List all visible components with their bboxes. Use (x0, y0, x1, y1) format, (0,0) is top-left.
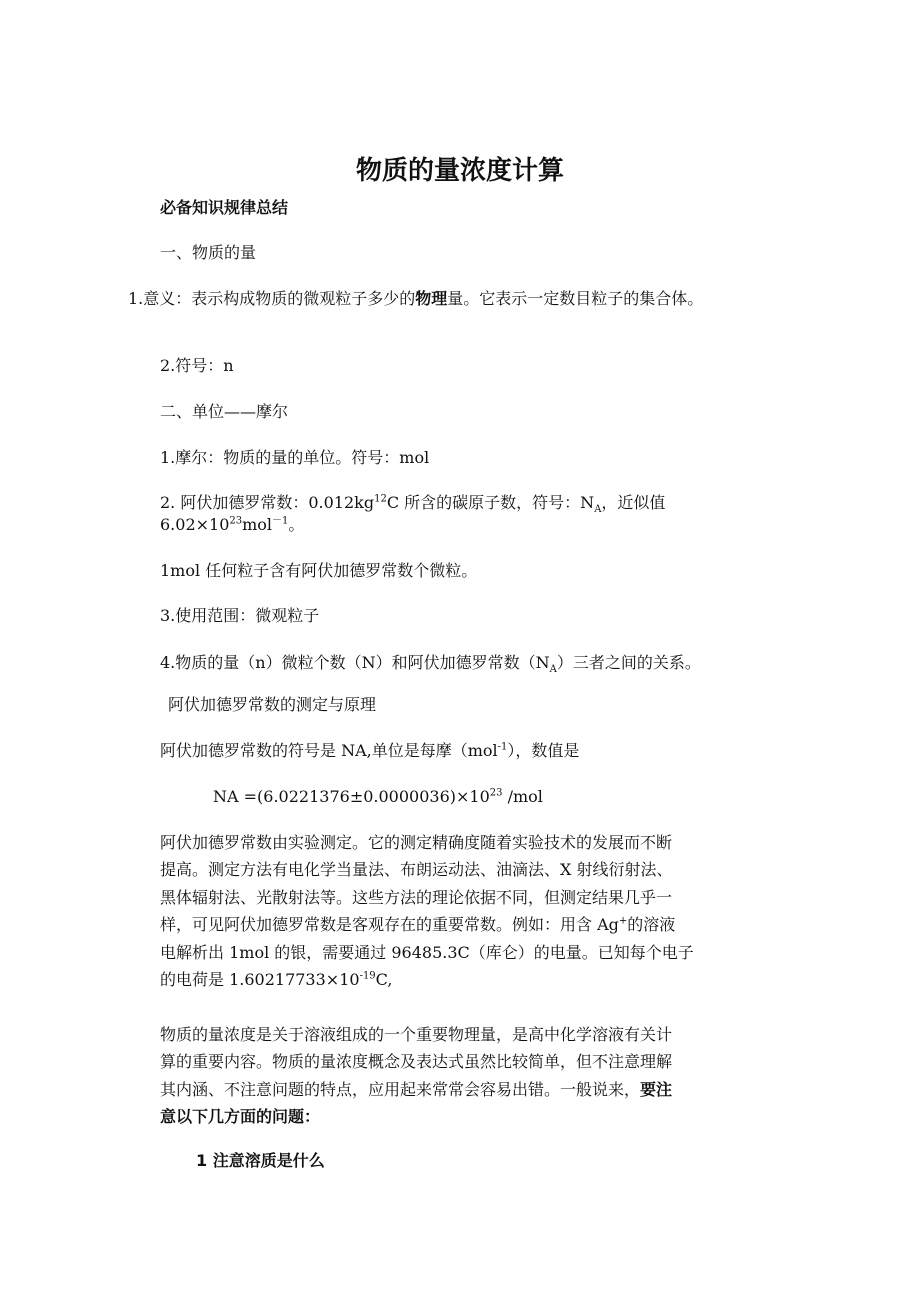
text: 的溶液 (627, 915, 676, 934)
item-2-1: 1.摩尔：物质的量的单位。符号：mol (160, 448, 430, 467)
superscript: -1 (497, 741, 508, 753)
text: ，近似值 (601, 493, 666, 512)
subscript: A (549, 664, 557, 676)
concentration-paragraph-line: 算的重要内容。物质的量浓度概念及表达式虽然比较简单，但不注意理解 (160, 1052, 673, 1071)
subscript: A (594, 504, 602, 516)
text: 6.02×10 (160, 515, 230, 534)
item-2-4 (160, 650, 701, 676)
text: 2. 阿伏加德罗常数：0.012kg (160, 493, 375, 512)
avogadro-paragraph-line: 阿伏加德罗常数由实验测定。它的测定精确度随着实验技术的发展而不断 (160, 833, 673, 852)
superscript: －1 (272, 515, 289, 527)
bold-text: 要注 (640, 1080, 673, 1099)
text: 样，可见阿伏加德罗常数是客观存在的重要常数。例如：用含 Ag (160, 915, 619, 934)
superscript: 23 (489, 787, 503, 799)
concentration-paragraph-line (160, 1077, 672, 1103)
text: ）三者之间的关系。 (556, 653, 701, 672)
avogadro-paragraph-line (160, 912, 675, 938)
section-heading: 必备知识规律总结 (160, 198, 289, 217)
avogadro-heading: 阿伏加德罗常数的测定与原理 (168, 695, 377, 714)
item-2-2-line2 (160, 512, 304, 538)
text: /mol (502, 787, 543, 806)
concentration-paragraph-line: 物质的量浓度是关于溶液组成的一个重要物理量，是高中化学溶液有关计 (160, 1025, 673, 1044)
item-1-1-bold: 物理 (415, 289, 448, 308)
text: 其内涵、不注意问题的特点，应用起来常常会容易出错。一般说来， (160, 1080, 641, 1099)
item-2-3: 3.使用范围：微观粒子 (160, 606, 320, 625)
text: C 所含的碳原子数，符号：N (386, 493, 595, 512)
subheading-1: 1 注意溶质是什么 (196, 1151, 325, 1170)
avogadro-paragraph-line: 黑体辐射法、光散射法等。这些方法的理论依据不同，但测定结果几乎一 (160, 888, 673, 907)
text: mol (242, 515, 273, 534)
superscript: 23 (229, 515, 243, 527)
superscript: + (618, 915, 628, 927)
part1-heading: 一、物质的量 (160, 243, 257, 262)
avogadro-symbol (160, 738, 579, 764)
avogadro-paragraph-line: 提高。测定方法有电化学当量法、布朗运动法、油滴法、X 射线衍射法、 (160, 860, 673, 879)
avogadro-paragraph-line: 电解析出 1mol 的银，需要通过 96485.3C（库仑）的电量。已知每个电子 (160, 943, 694, 962)
part2-heading: 二、单位——摩尔 (160, 402, 289, 421)
text: 4.物质的量（n）微粒个数（N）和阿伏加德罗常数（N (160, 653, 550, 672)
text: 。 (288, 515, 305, 534)
item-1-1 (128, 286, 703, 312)
text: 阿伏加德罗常数的符号是 NA,单位是每摩（mol (160, 741, 498, 760)
item-2-note: 1mol 任何粒子含有阿伏加德罗常数个微粒。 (160, 561, 478, 580)
text: ），数值是 (507, 741, 580, 760)
text: NA =(6.0221376±0.0000036)×10 (213, 787, 490, 806)
superscript: -19 (359, 970, 376, 982)
superscript: 12 (374, 493, 387, 505)
avogadro-paragraph-line (160, 967, 392, 993)
page-title: 物质的量浓度计算 (355, 156, 564, 186)
text: C, (375, 970, 393, 989)
item-1-1-prefix: 1.意义：表示构成物质的微观粒子多少的 (128, 289, 416, 308)
item-1-1-suffix: 量。它表示一定数目粒子的集合体。 (447, 289, 704, 308)
item-1-2: 2.符号：n (160, 356, 234, 375)
text: 的电荷是 1.60217733×10 (160, 970, 360, 989)
avogadro-value (213, 784, 543, 810)
concentration-paragraph-line: 意以下几方面的问题： (160, 1107, 321, 1126)
